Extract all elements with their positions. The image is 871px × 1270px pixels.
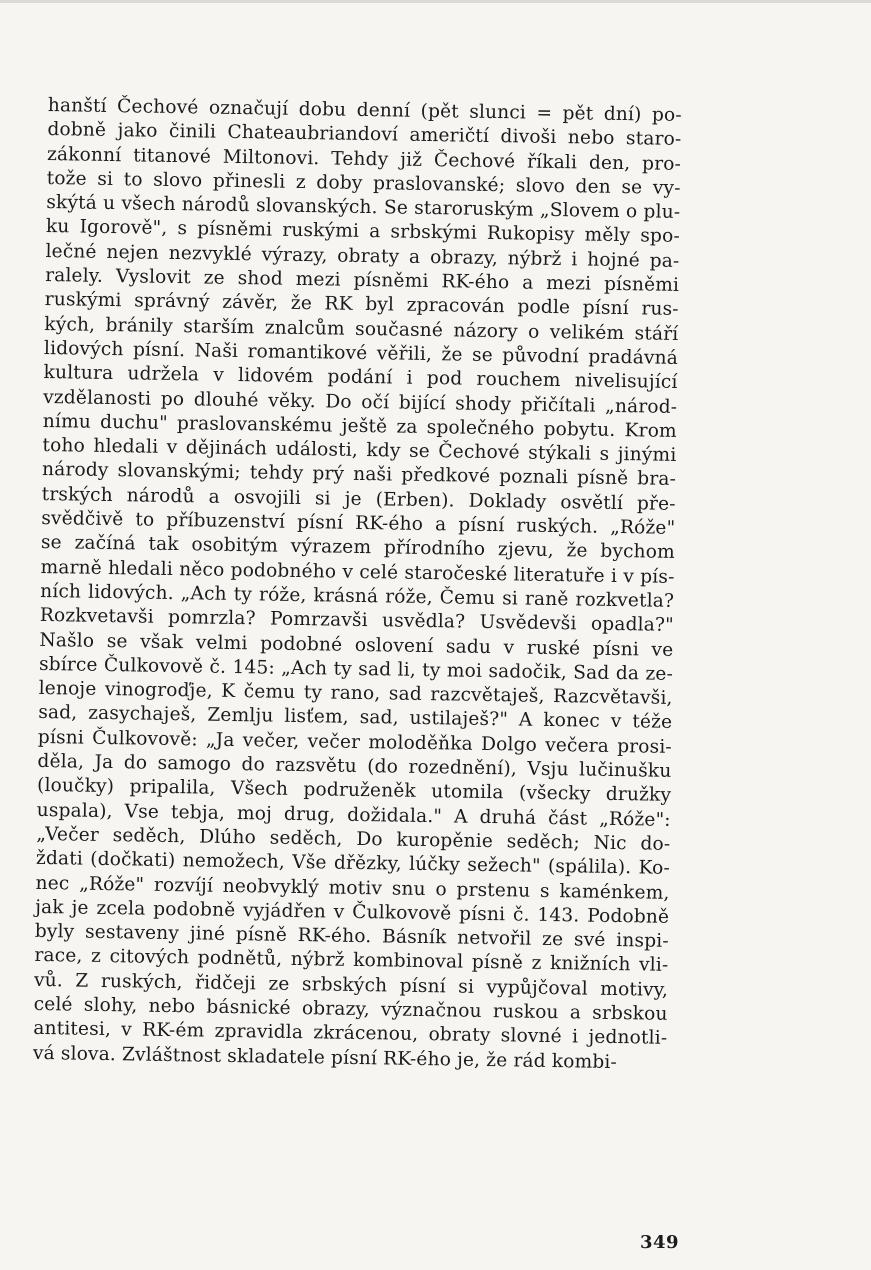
text-line: byly sestaveny jiné písně RK-ého. Básník netvořil ze své inspi- (34, 920, 669, 952)
text-line: vá slova. Zvláštnost skladatele písní RK-ého je, že rád kombi- (32, 1042, 618, 1073)
text-line: trských národů a osvojili si je (Erben). Doklady osvětlí pře- (41, 483, 676, 515)
text-line: lidových písní. Naši romantikové věřili, že se původní pradávná (43, 337, 679, 369)
text-line: ždati (dočkati) nemožech, Vše dřězky, lúčky sežech" (spálila). Ko- (35, 848, 671, 880)
text-line: zákonní titanové Miltonovi. Tehdy již Čechové říkali den, pro- (46, 143, 682, 175)
text-line: „Večer seděch, Dlúho seděch, Do kuropěnie seděch; Nic do- (36, 823, 671, 855)
text-line: se začíná tak osobitým výrazem přírodního zjevu, že bychom (40, 532, 676, 564)
text-line: kultura udržela v lidovém podání i pod rouchem nivelisující (43, 362, 678, 394)
text-line: Rozkvetavši pomrzla? Pomrzavši usvědla? Usvědevši opadla?" (39, 605, 674, 637)
text-line: vzdělanosti po dlouhé věky. Do očí bijící shody přičítali „národ- (43, 386, 678, 418)
text-line: písni Čulkovově: „Ja večer, večer moloděňka Dolgo večera prosi- (37, 726, 672, 758)
text-line: sad, zasychaješ, Zemlju lisťem, sad, ustilaješ?" A konec v téže (38, 702, 673, 734)
text-line: nímu duchu" praslovanskému ještě za společného pobytu. Krom (42, 410, 677, 442)
text-line: Našlo se však velmi podobné oslovení sadu v ruské písni ve (39, 629, 674, 661)
text-line: antitesi, v RK-ém zpravidla zkrácenou, obraty slovné i jednotli- (33, 1018, 668, 1050)
text-line: celé slohy, nebo básnické obrazy, význačnou ruskou a srbskou (33, 993, 668, 1025)
page-top-edge (0, 0, 871, 3)
text-line: marně hledali něco podobného v celé staročeské literatuře i v pís- (40, 556, 675, 588)
text-line: svědčivě to příbuzenství písní RK-ého a písní ruských. „Róže" (41, 507, 676, 539)
text-line: ku Igorově", s písněmi ruskými a srbskými Rukopisy měly spo- (45, 216, 680, 248)
text-line: dobně jako činili Chateaubriandoví američtí divoši nebo staro- (47, 119, 682, 151)
text-line: ralely. Vyslovit ze shod mezi písněmi RK-ého a mezi písněmi (44, 265, 680, 297)
body-text (33, 94, 682, 1076)
text-line: sbírce Čulkovově č. 145: „Ach ty sad li, ty moi sadočik, Sad da ze- (38, 653, 674, 685)
text-line: toho hledali v dějinách události, kdy se Čechové stýkali s jinými (42, 435, 677, 467)
text-line: (loučky) pripalila, Všech podruženěk utomila (všecky družky (36, 775, 672, 807)
text-line: nec „Róže" rozvíjí neobvyklý motiv snu o prstenu s kaménkem, (35, 872, 670, 904)
text-line: hanští Čechové označují dobu denní (pět slunci = pět dní) po- (47, 94, 682, 126)
text-line: skýtá u všech národů slovanských. Se staroruským „Slovem o plu- (46, 192, 681, 224)
text-line: vů. Z ruských, řidčeji ze srbských písní si vypůjčoval motivy, (33, 969, 669, 1001)
text-line: jak je zcela podobně vyjádřen v Čulkovově písni č. 143. Podobně (35, 896, 670, 928)
text-line: kých, bránily starším znalcům současné názory o velikém stáří (44, 313, 679, 345)
text-line: lenoje vinogroďje, K čemu ty rano, sad razcvětaješ, Razcvětavši, (38, 678, 673, 710)
text-line: děla, Ja do samogo do razsvětu (do rozednění), Vsju lučinušku (37, 750, 672, 782)
text-line: race, z citových podnětů, nýbrž kombinoval písně z knižních vli- (34, 945, 669, 977)
text-line: lečné nejen nezvyklé výrazy, obraty a obrazy, nýbrž i hojné pa- (45, 240, 680, 272)
text-line: tože si to slovo přinesli z doby praslovanské; slovo den se vy- (46, 167, 681, 199)
page-number: 349 (640, 1232, 680, 1253)
text-line: národy slovanskými; tehdy prý naši předkové poznali písně bra- (41, 459, 677, 491)
text-line: uspala), Vse tebja, moj drug, dožidala." A druhá část „Róže": (36, 799, 671, 831)
text-line: ruskými správný závěr, že RK byl zpracován podle písní rus- (44, 289, 679, 321)
text-line: ních lidových. „Ach ty róže, krásná róže, Čemu si raně rozkvetla? (40, 580, 675, 612)
